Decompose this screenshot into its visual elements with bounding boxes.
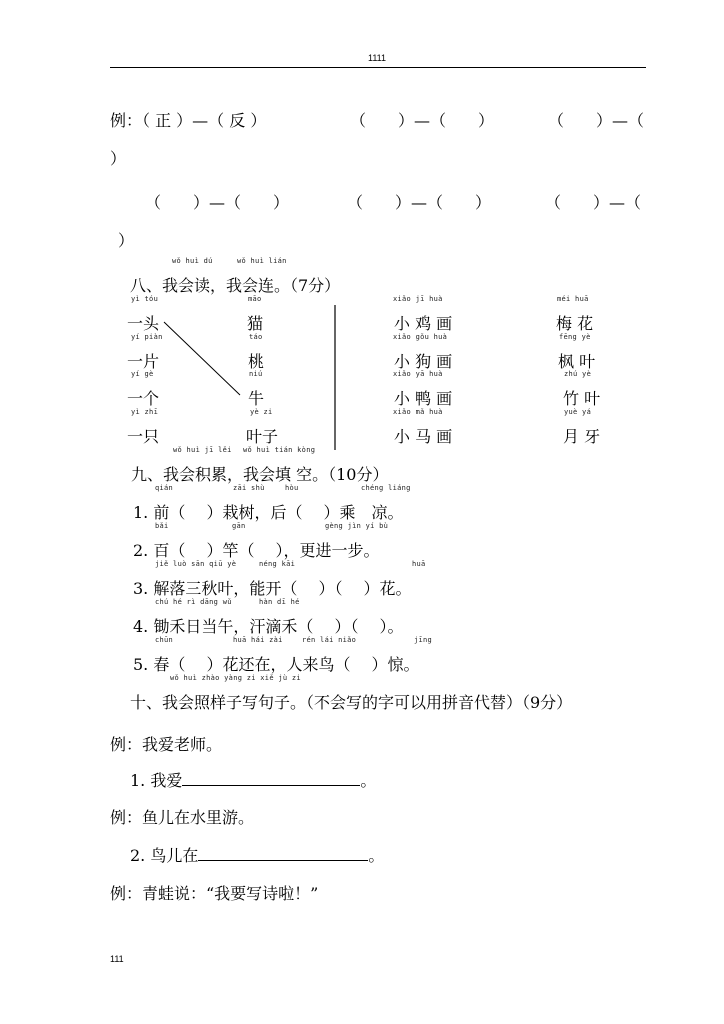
question-2-prefix: 2. 鸟儿在 (130, 846, 199, 865)
antonym-blank-1: （ ）—（ ） (350, 111, 495, 130)
fill-item-2: 2. 百（ ）竿（ ），更进一步。 (133, 541, 380, 560)
left-word-pinyin: yì tóu (131, 295, 159, 303)
question-1 (130, 768, 376, 791)
section10-pinyin: wǒ huì zhào yàng zi xiě jù zi (170, 674, 301, 682)
footer-page-number: 111 (110, 954, 124, 964)
right-word: 猫 (247, 314, 264, 333)
question-2 (130, 843, 384, 866)
right-word-pinyin: māo (248, 295, 262, 303)
left-word: 一个 (127, 389, 160, 408)
item-pinyin: qián (155, 484, 174, 492)
fill-item-1: 1. 前（ ）栽树，后（ ）乘 凉。 (133, 503, 404, 522)
picture-word-pinyin: xiǎo yā huà (393, 370, 443, 378)
plant-word: 枫 叶 (558, 352, 596, 371)
picture-word: 小 鸭 画 (394, 389, 453, 408)
item-pinyin: néng kāi (259, 560, 296, 568)
antonym-blank-4: （ ）—（ ） (347, 193, 492, 212)
right-word-pinyin: niú (249, 370, 263, 378)
left-word-pinyin: yí piàn (131, 333, 163, 341)
antonym-blank-2: （ ）—（ (548, 111, 645, 130)
item-pinyin: rén lái niǎo (302, 636, 357, 644)
section9-title: 九、我会积累，我会填 空。（10分） (131, 465, 389, 484)
item-pinyin: hòu (285, 484, 299, 492)
picture-word-pinyin: xiǎo jī huà (393, 295, 443, 303)
antonym-wrap-1: ） (110, 149, 127, 168)
left-word-pinyin: yì zhī (131, 408, 159, 416)
right-word: 叶子 (246, 427, 279, 446)
item-pinyin: jiě luò sān qiū yè (155, 560, 237, 568)
question-1-prefix: 1. 我爱 (130, 771, 183, 790)
fill-item-4: 4. 锄禾日当午，汗滴禾（ ）（ ）。 (133, 617, 404, 636)
section10-title: 十、我会照样子写句子。（不会写的字可以用拼音代替）（9分） (130, 693, 573, 712)
item-pinyin: huā hái zài (233, 636, 283, 644)
picture-word: 小 鸡 画 (394, 314, 453, 333)
right-word-pinyin: yè zi (250, 408, 273, 416)
connection-line (164, 322, 240, 395)
answer-line-1[interactable] (182, 771, 360, 786)
antonym-wrap-2: ） (118, 231, 135, 250)
plant-word-pinyin: zhú yè (564, 370, 592, 378)
antonym-example: 例：（ 正 ）—（ 反 ） (110, 111, 267, 130)
right-word: 牛 (248, 389, 265, 408)
section8-pinyin-a: wǒ huì dú (172, 257, 213, 265)
section8-title: 八、我会读，我会连。（7分） (130, 276, 341, 295)
section9-pinyin-a: wǒ huì jī lěi (173, 446, 232, 454)
section9-pinyin-b: wǒ huì tián kòng (243, 446, 316, 454)
left-word: 一只 (127, 427, 160, 446)
item-pinyin: jīng (414, 636, 433, 644)
section8-pinyin-b: wǒ huì lián (237, 257, 287, 265)
item-pinyin: hàn dī hé (259, 598, 300, 606)
plant-word: 梅 花 (556, 314, 594, 333)
picture-word: 小 狗 画 (394, 352, 453, 371)
picture-word: 小 马 画 (394, 427, 453, 446)
picture-word-pinyin: xiǎo mǎ huà (393, 408, 443, 416)
example-2: 例：鱼儿在水里游。 (110, 808, 255, 827)
header-page-number: 1111 (368, 53, 387, 63)
plant-word: 竹 叶 (563, 389, 601, 408)
fill-item-3: 3. 解落三秋叶，能开（ ）（ ）花。 (133, 579, 412, 598)
plant-word: 月 牙 (563, 427, 601, 446)
question-2-suffix: 。 (368, 846, 385, 865)
left-word: 一片 (127, 352, 160, 371)
plant-word-pinyin: méi huā (557, 295, 589, 303)
item-pinyin: zāi shù (233, 484, 265, 492)
example-3: 例：青蛙说：“我要写诗啦！” (110, 884, 319, 903)
plant-word-pinyin: fēng yè (559, 333, 591, 341)
left-word-pinyin: yí gè (131, 370, 154, 378)
item-pinyin: gèng jìn yí bù (325, 522, 389, 530)
left-word: 一头 (127, 314, 160, 333)
antonym-blank-5: （ ）—（ (545, 193, 642, 212)
item-pinyin: chéng liáng (361, 484, 411, 492)
item-pinyin: huā (412, 560, 426, 568)
right-word: 桃 (248, 352, 265, 371)
item-pinyin: chūn (155, 636, 174, 644)
plant-word-pinyin: yuè yá (564, 408, 592, 416)
question-1-suffix: 。 (360, 771, 377, 790)
picture-word-pinyin: xiǎo gǒu huà (393, 333, 448, 341)
fill-item-5: 5. 春（ ）花还在，人来鸟（ ）惊。 (133, 655, 420, 674)
item-pinyin: bǎi (155, 522, 169, 530)
right-word-pinyin: táo (249, 333, 263, 341)
antonym-blank-3: （ ）—（ ） (145, 193, 290, 212)
item-pinyin: chú hé rì dāng wǔ (155, 598, 232, 606)
answer-line-2[interactable] (198, 846, 368, 861)
example-1: 例：我爱老师。 (110, 735, 223, 754)
item-pinyin: gān (232, 522, 246, 530)
